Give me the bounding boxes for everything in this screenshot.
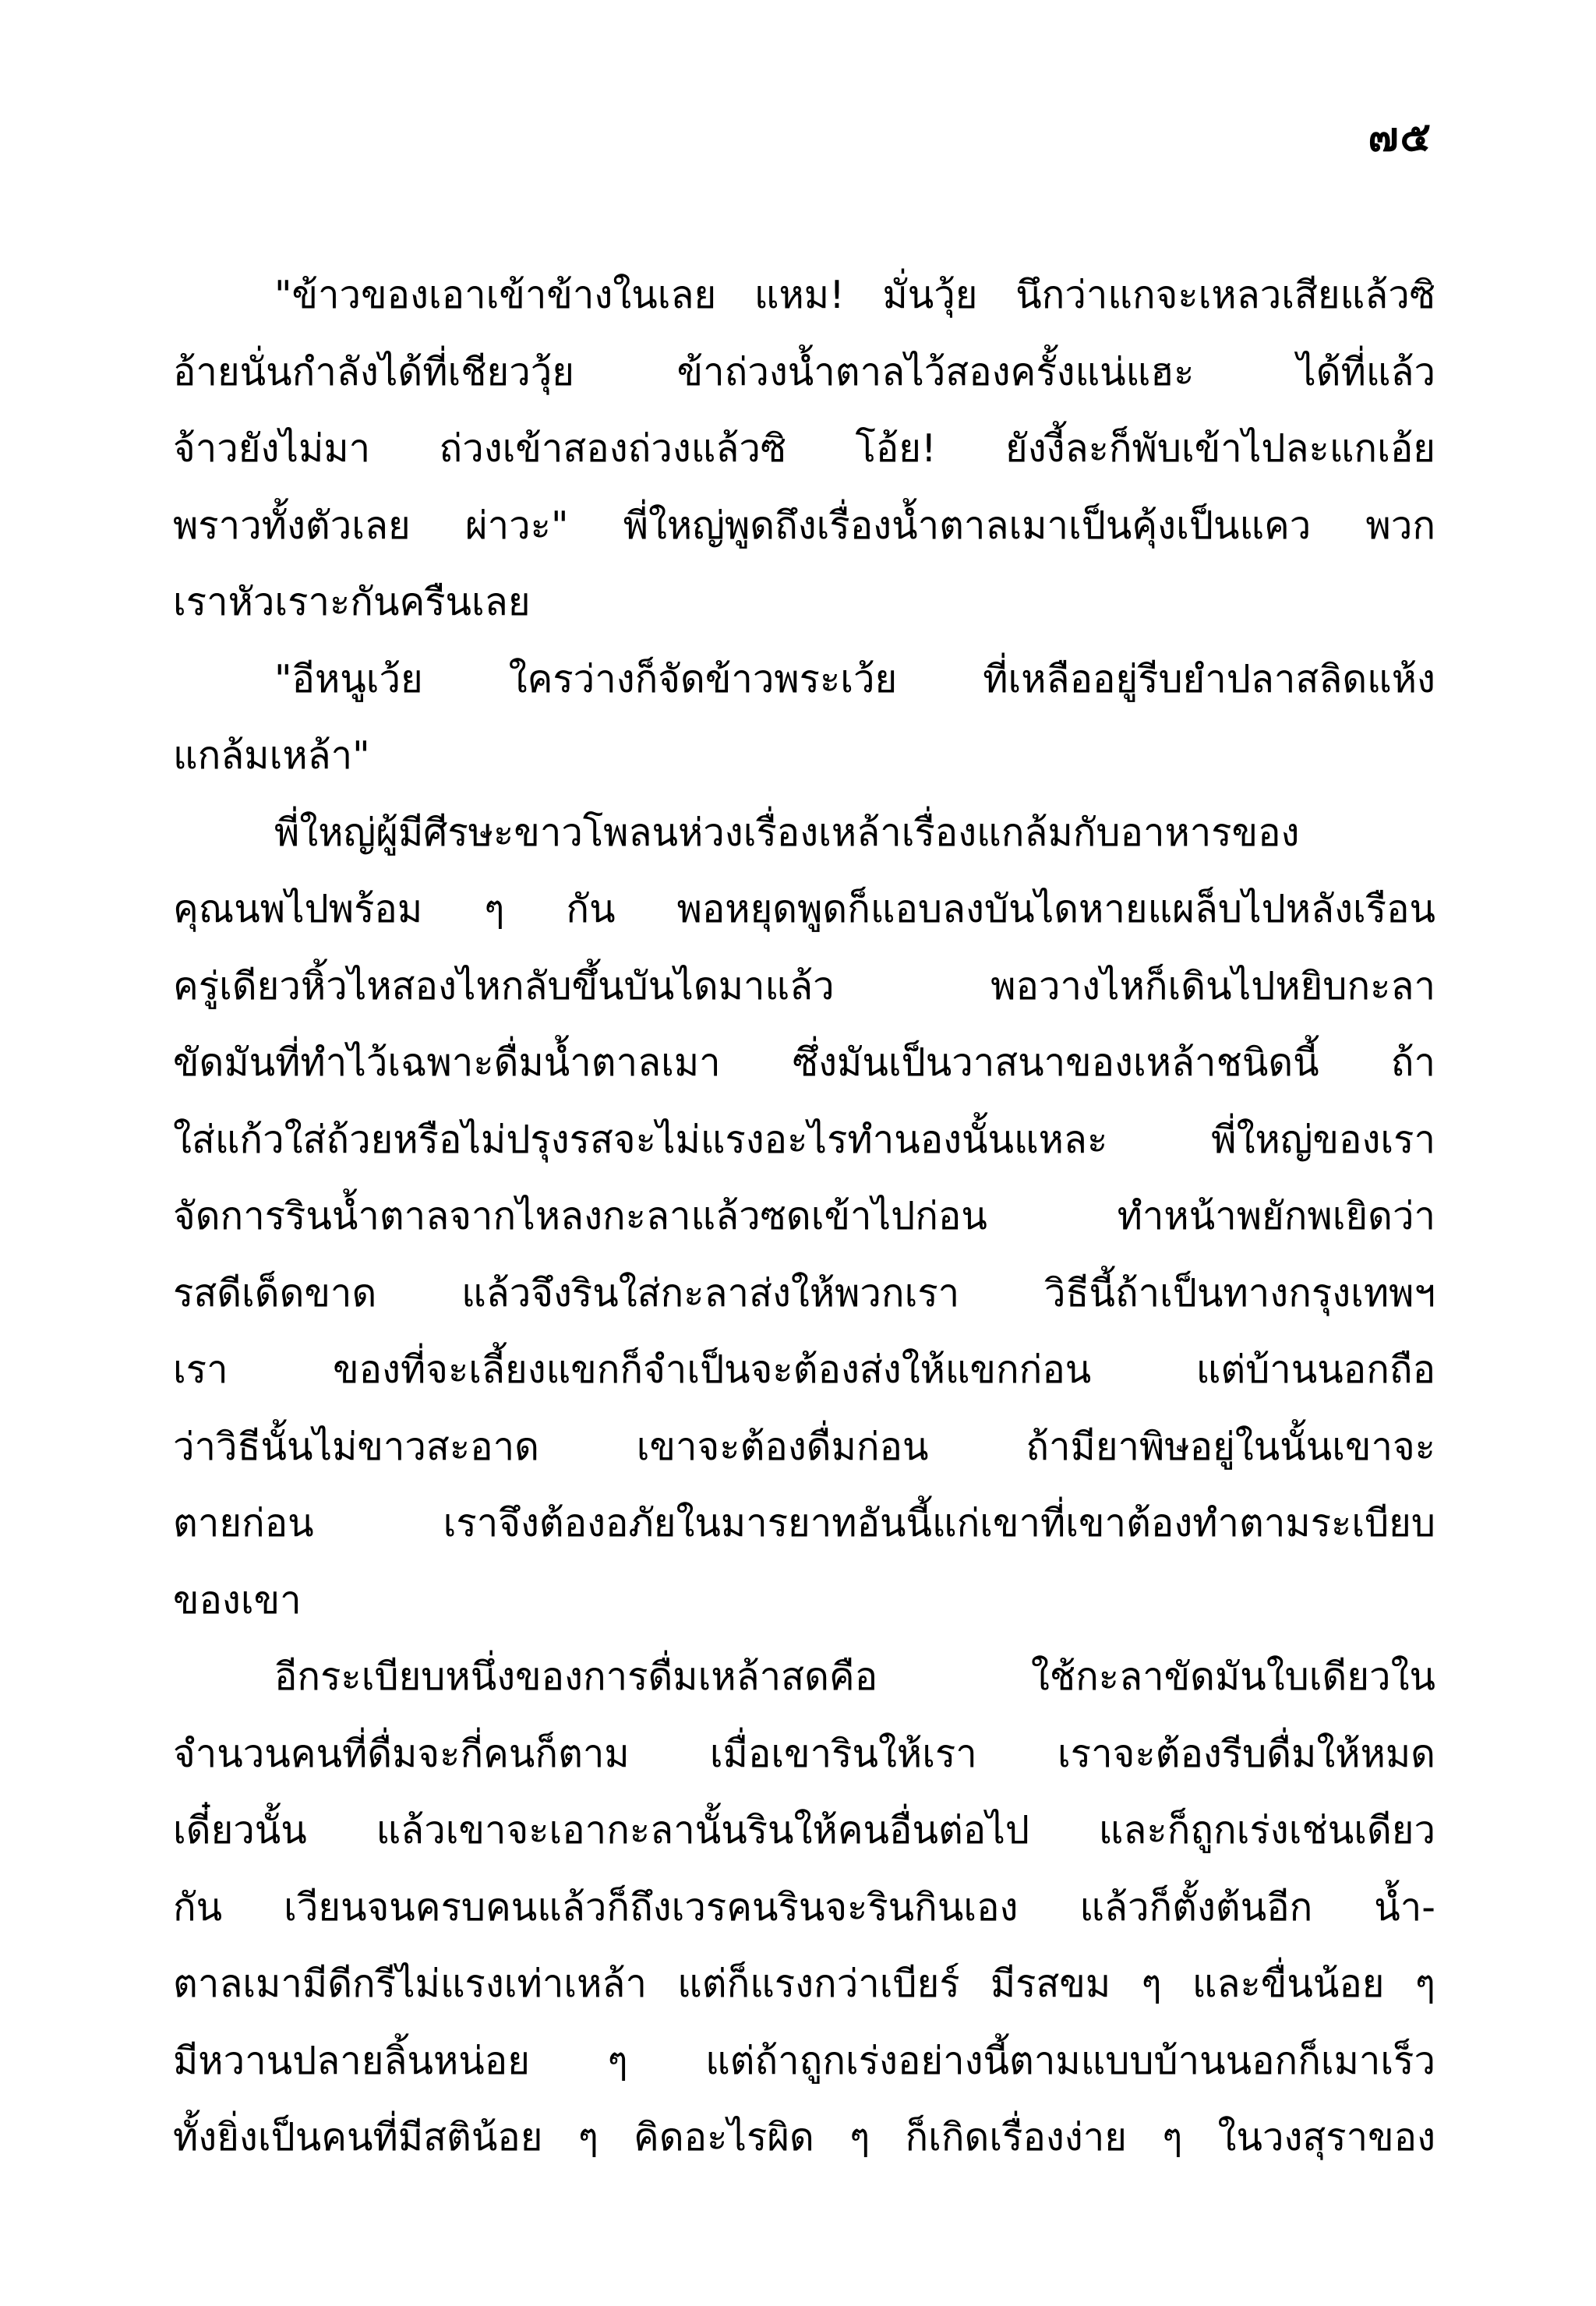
text-line: ขัดมันที่ทำไว้เฉพาะดื่มน้ำตาลเมา ซึ่งมันเป็นวาสนาของเหล้าชนิดนี้ ถ้า bbox=[173, 1040, 1435, 1085]
text-line: พี่ใหญ่ผู้มีศีรษะขาวโพลนห่วงเรื่องเหล้าเรื่องแกล้มกับอาหารของ bbox=[274, 810, 1300, 855]
text-line: เราหัวเราะกันครืนเลย bbox=[173, 580, 531, 624]
text-line: ว่าวิธีนั้นไม่ขาวสะอาด เขาจะต้องดื่มก่อน ถ้ามียาพิษอยู่ในนั้นเขาจะ bbox=[173, 1424, 1435, 1469]
text-line: พราวทั้งตัวเลย ผ่าวะ" พี่ใหญ่พูดถึงเรื่องน้ำตาลเมาเป็นคุ้งเป็นแคว พวก bbox=[173, 503, 1435, 548]
text-line: "ข้าวของเอาเข้าข้างในเลย แหม! มั่นวุ้ย นึกว่าแกจะเหลวเสียแล้วซิ bbox=[274, 273, 1435, 317]
text-line: ตายก่อน เราจึงต้องอภัยในมารยาทอันนี้แก่เขาที่เขาต้องทำตามระเบียบ bbox=[173, 1501, 1435, 1545]
text-line: เดี๋ยวนั้น แล้วเขาจะเอากะลานั้นรินให้คนอื่นต่อไป และก็ถูกเร่งเช่นเดียว bbox=[173, 1808, 1435, 1852]
text-line: ตาลเมามีดีกรีไม่แรงเท่าเหล้า แต่ก็แรงกว่าเบียร์ มีรสขม ๆ และขื่นน้อย ๆ bbox=[173, 1962, 1435, 2006]
text-line: รสดีเด็ดขาด แล้วจึงรินใส่กะลาส่งให้พวกเรา วิธีนี้ถ้าเป็นทางกรุงเทพฯ bbox=[173, 1270, 1435, 1315]
text-line: มีหวานปลายลิ้นหน่อย ๆ แต่ถ้าถูกเร่งอย่างนี้ตามแบบบ้านนอกก็เมาเร็ว bbox=[173, 2038, 1435, 2083]
text-line: ทั้งยิ่งเป็นคนที่มีสติน้อย ๆ คิดอะไรผิด ๆ ก็เกิดเรื่องง่าย ๆ ในวงสุราของ bbox=[173, 2115, 1435, 2159]
text-line: ครู่เดียวหิ้วไหสองไหกลับขึ้นบันไดมาแล้ว พอวางไหก็เดินไปหยิบกะลา bbox=[173, 963, 1435, 1008]
text-line: อีกระเบียบหนึ่งของการดื่มเหล้าสดคือ ใช้กะลาขัดมันใบเดียวใน bbox=[274, 1654, 1435, 1699]
text-line: คุณนพไปพร้อม ๆ กัน พอหยุดพูดก็แอบลงบันไดหายแผล็บไปหลังเรือน bbox=[173, 887, 1435, 931]
text-line: จ้าวยังไม่มา ถ่วงเข้าสองถ่วงแล้วซิ โอ้ย! ยังงี้ละก็พับเข้าไปละแกเอ้ย bbox=[173, 426, 1435, 471]
text-line: ใส่แก้วใส่ถ้วยหรือไม่ปรุงรสจะไม่แรงอะไรทำนองนั้นแหละ พี่ใหญ่ของเรา bbox=[173, 1117, 1435, 1162]
text-line: เรา ของที่จะเลี้ยงแขกก็จำเป็นจะต้องส่งให้แขกก่อน แต่บ้านนอกถือ bbox=[173, 1347, 1435, 1392]
body-text bbox=[173, 257, 1435, 2177]
text-line: จัดการรินน้ำตาลจากไหลงกะลาแล้วซดเข้าไปก่อน ทำหน้าพยักพเยิดว่า bbox=[173, 1194, 1435, 1238]
text-line: แกล้มเหล้า" bbox=[173, 733, 370, 778]
text-line: "อีหนูเว้ย ใครว่างก็จัดข้าวพระเว้ย ที่เหลืออยู่รีบยำปลาสลิดแห้ง bbox=[274, 656, 1435, 701]
text-line: ของเขา bbox=[173, 1577, 302, 1623]
text-line: อ้ายนั่นกำลังได้ที่เชียววุ้ย ข้าถ่วงน้ำตาลไว้สองครั้งแน่แฮะ ได้ที่แล้ว bbox=[173, 349, 1435, 394]
text-line: จำนวนคนที่ดื่มจะกี่คนก็ตาม เมื่อเขารินให้เรา เราจะต้องรีบดื่มให้หมด bbox=[173, 1731, 1435, 1776]
text-line: กัน เวียนจนครบคนแล้วก็ถึงเวรคนรินจะรินกินเอง แล้วก็ตั้งต้นอีก น้ำ- bbox=[173, 1884, 1435, 1930]
page-number: ๗๕ bbox=[1368, 114, 1432, 161]
